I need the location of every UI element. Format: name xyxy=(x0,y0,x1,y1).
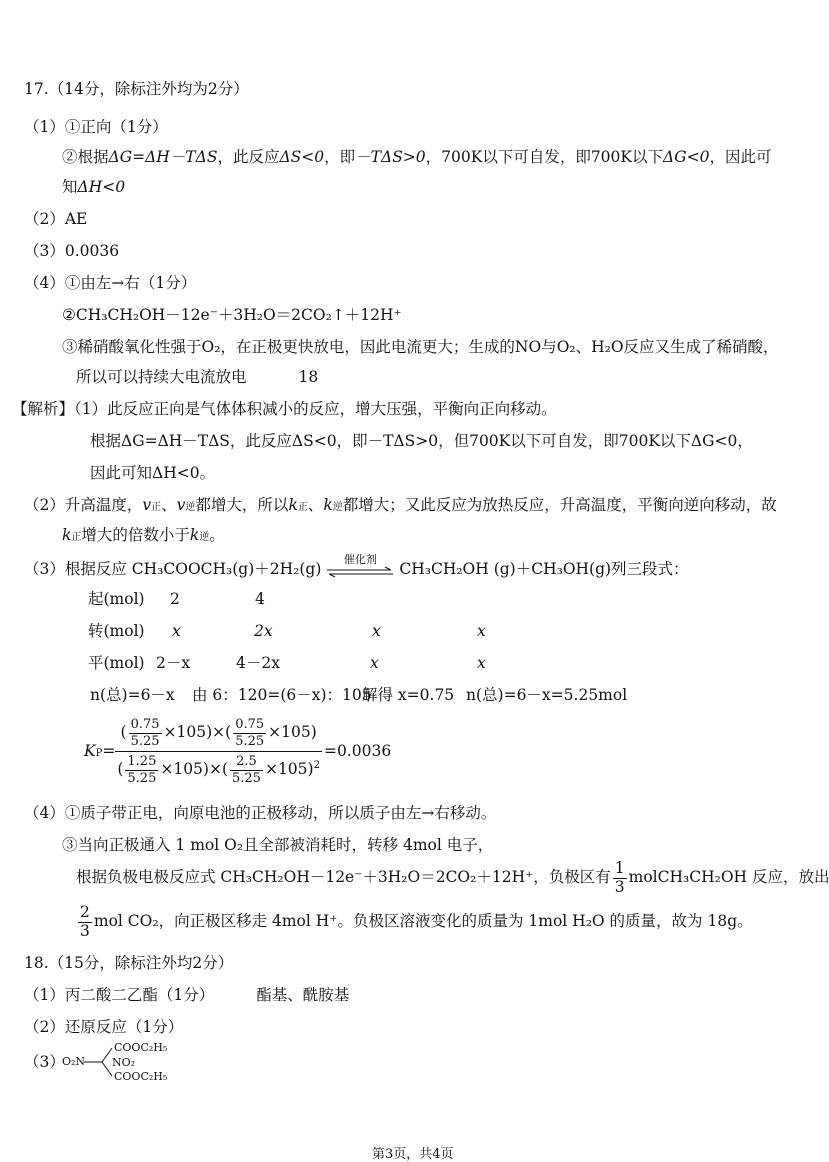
denominator: 5.25 xyxy=(235,733,265,749)
equilibrium-arrow-icon xyxy=(325,567,395,577)
analysis-d1: （4）①质子带正电，向原电池的正极移动，所以质子由左→右移动。 xyxy=(24,804,497,822)
q17-p3: （3）0.0036 xyxy=(24,242,120,260)
analysis-b1 xyxy=(24,498,777,514)
fraction xyxy=(613,861,627,895)
reaction-left: （3）根据反应 CH₃COOCH₃(g)＋2H₂(g) xyxy=(24,560,322,578)
substituent-bottom: COOC₂H₅ xyxy=(114,1070,168,1083)
numerator: 0.75 xyxy=(235,717,265,732)
kp-result: =0.0036 xyxy=(323,742,392,761)
table-cell: 2－x xyxy=(156,654,191,672)
fraction xyxy=(125,755,158,785)
score-number: 18 xyxy=(298,368,319,386)
kp-layout xyxy=(84,718,391,786)
text: ×105)×( xyxy=(160,760,228,779)
equation: －TΔS>0 xyxy=(355,148,426,166)
symbol-k: k xyxy=(62,526,72,544)
table-cell: 转(mol) xyxy=(88,622,145,640)
paren: ( xyxy=(117,760,124,779)
q17-p4-c1: ③稀硝酸氧化性强于O₂，在正极更快放电，因此电流更大；生成的NO与O₂、H₂O反应又生成了稀硝酸， xyxy=(62,338,779,356)
paren: ( xyxy=(120,723,127,742)
analysis-c xyxy=(24,553,689,580)
table-cell: 4－2x xyxy=(236,654,280,672)
table-cell: 平(mol) xyxy=(88,654,145,672)
text: 、 xyxy=(161,496,177,514)
analysis-tag: 【解析】 xyxy=(12,400,75,418)
subscript: 正 xyxy=(151,502,162,513)
ntotal-result: n(总)=6－x=5.25mol xyxy=(466,686,628,704)
table-cell: 2x xyxy=(254,622,273,640)
subscript: 正 xyxy=(71,532,82,543)
equation: ΔS<0 xyxy=(279,148,325,166)
fraction xyxy=(233,718,266,748)
table-cell: x xyxy=(477,622,486,640)
symbol-k: k xyxy=(323,496,333,514)
text: ，即 xyxy=(324,148,356,166)
exponent: 2 xyxy=(313,760,320,772)
text: 知 xyxy=(62,178,78,196)
q17-p4-b: ②CH₃CH₂OH－12e⁻＋3H₂O＝2CO₂↑＋12H⁺ xyxy=(62,306,402,324)
denominator: 5.25 xyxy=(127,770,157,786)
catalyst-label: 催化剂 xyxy=(343,553,377,566)
denominator: 3 xyxy=(80,921,90,940)
text: ②根据 xyxy=(62,148,109,166)
kp-numerator xyxy=(115,718,322,752)
kp-fraction xyxy=(115,718,322,786)
subscript: 逆 xyxy=(185,502,196,513)
fraction xyxy=(230,755,263,785)
ratio-expression: 由 6：120=(6－x)：105 xyxy=(192,686,372,704)
equation: ΔG<0 xyxy=(663,148,710,166)
analysis-b2 xyxy=(62,528,225,544)
numerator: 2 xyxy=(80,903,90,921)
q18-header: 18.（15分，除标注外均2分） xyxy=(24,954,234,972)
fraction xyxy=(78,905,92,939)
symbol-k: k xyxy=(189,526,200,544)
text: 、 xyxy=(307,496,324,514)
equation: ΔH<0 xyxy=(77,178,126,196)
text: ×105)×( xyxy=(163,723,232,742)
molecule-structure xyxy=(62,1042,182,1084)
table-cell: 2 xyxy=(170,590,180,608)
symbol-v: v xyxy=(142,496,152,514)
analysis-d4 xyxy=(76,903,753,940)
kp-symbol xyxy=(84,718,115,786)
table-cell: x xyxy=(172,622,181,640)
text: molCH₃CH₂OH 反应，放出 xyxy=(628,868,829,887)
catalyst-arrow xyxy=(325,553,395,580)
symbol-v: v xyxy=(176,496,186,514)
answer-text: ①正向（1分） xyxy=(64,118,168,136)
analysis-a3: 因此可知ΔH<0。 xyxy=(90,464,216,482)
denominator: 5.25 xyxy=(130,733,160,749)
denominator: 3 xyxy=(614,877,625,896)
bond-lines-icon xyxy=(62,1042,122,1084)
q17-p4-a: （4）①由左→右（1分） xyxy=(24,274,197,292)
q18-p2: （2）还原反应（1分） xyxy=(24,1018,184,1036)
solution: 解得 x=0.75 xyxy=(362,686,455,704)
numerator: 2.5 xyxy=(230,755,263,771)
substituent-top: COOC₂H₅ xyxy=(114,1041,168,1054)
equals: = xyxy=(102,742,116,761)
text: ，此反应 xyxy=(217,148,280,166)
q17-header: 17.（14分，除标注外均为2分） xyxy=(24,80,249,98)
subscript: 逆 xyxy=(332,502,343,513)
text: 增大的倍数小于 xyxy=(81,526,190,544)
text: ×105) xyxy=(268,723,317,742)
kp-denominator xyxy=(115,752,322,785)
text: ，700K以下可自发，即700K以下 xyxy=(425,148,663,166)
equation: ΔG=ΔH－TΔS xyxy=(108,148,218,166)
text: 所以可以持续大电流放电 xyxy=(76,368,247,386)
text: mol CO₂，向正极区移走 4mol H⁺。负极区溶液变化的质量为 1mol H₂O 的质量，故为 18g。 xyxy=(93,912,753,931)
table-cell: x xyxy=(370,654,379,672)
page-footer: 第3页，共4页 xyxy=(372,1147,454,1162)
numerator: 0.75 xyxy=(130,717,160,732)
text: （1）此反应正向是气体体积减小的反应，增大压强，平衡向正向移动。 xyxy=(74,400,557,418)
text: 根据负极电极反应式 CH₃CH₂OH－12e⁻＋3H₂O＝2CO₂＋12H⁺，负极区有 xyxy=(76,868,611,887)
q18-p3-label: （3） xyxy=(24,1053,65,1071)
text: 。 xyxy=(209,526,225,544)
kp-subscript: P xyxy=(95,748,103,760)
text: （2）升高温度， xyxy=(24,496,143,514)
analysis-d3 xyxy=(76,859,829,896)
q18-p1 xyxy=(24,988,349,1004)
numerator: 1.25 xyxy=(127,754,157,770)
q17-p2: （2）AE xyxy=(24,210,88,228)
q17-p1-b2 xyxy=(62,180,125,196)
table-cell: x xyxy=(372,622,381,640)
text: 都增大；又此反应为放热反应，升高温度，平衡向逆向移动，故 xyxy=(342,496,777,514)
table-cell: x xyxy=(477,654,486,672)
kp-label: K xyxy=(84,742,96,761)
substituent-left: O₂N xyxy=(62,1055,86,1068)
fraction xyxy=(129,718,162,748)
subscript: 逆 xyxy=(199,532,210,543)
substituent-mid: NO₂ xyxy=(112,1056,136,1069)
q17-p1-b1 xyxy=(62,150,771,166)
symbol-k: k xyxy=(288,496,298,514)
table-cell: 4 xyxy=(255,590,265,608)
analysis-d2: ③当向正极通入 1 mol O₂且全部被消耗时，转移 4mol 电子， xyxy=(62,836,494,854)
subscript: 正 xyxy=(297,502,308,513)
label: （1） xyxy=(24,118,65,136)
text: ，因此可 xyxy=(709,148,772,166)
text: 都增大，所以 xyxy=(195,496,289,514)
ntotal-expression: n(总)=6－x xyxy=(90,686,175,704)
text: 酯基、酰胺基 xyxy=(256,986,350,1004)
text: ×105) xyxy=(264,760,314,779)
numerator: 1 xyxy=(614,859,625,877)
table-cell: 起(mol) xyxy=(88,590,145,608)
q17-p4-c2 xyxy=(76,370,318,386)
denominator: 5.25 xyxy=(232,770,261,786)
reaction-right: CH₃CH₂OH (g)＋CH₃OH(g)列三段式： xyxy=(399,560,689,578)
analysis-a1 xyxy=(12,402,557,418)
analysis-a2: 根据ΔG=ΔH－TΔS，此反应ΔS<0，即－TΔS>0，但700K以下可自发，即700K以下ΔG<0， xyxy=(90,432,753,450)
q17-p1-a xyxy=(24,120,168,136)
kp-expression xyxy=(84,718,391,786)
text: （1）丙二酸二乙酯（1分） xyxy=(24,986,215,1004)
